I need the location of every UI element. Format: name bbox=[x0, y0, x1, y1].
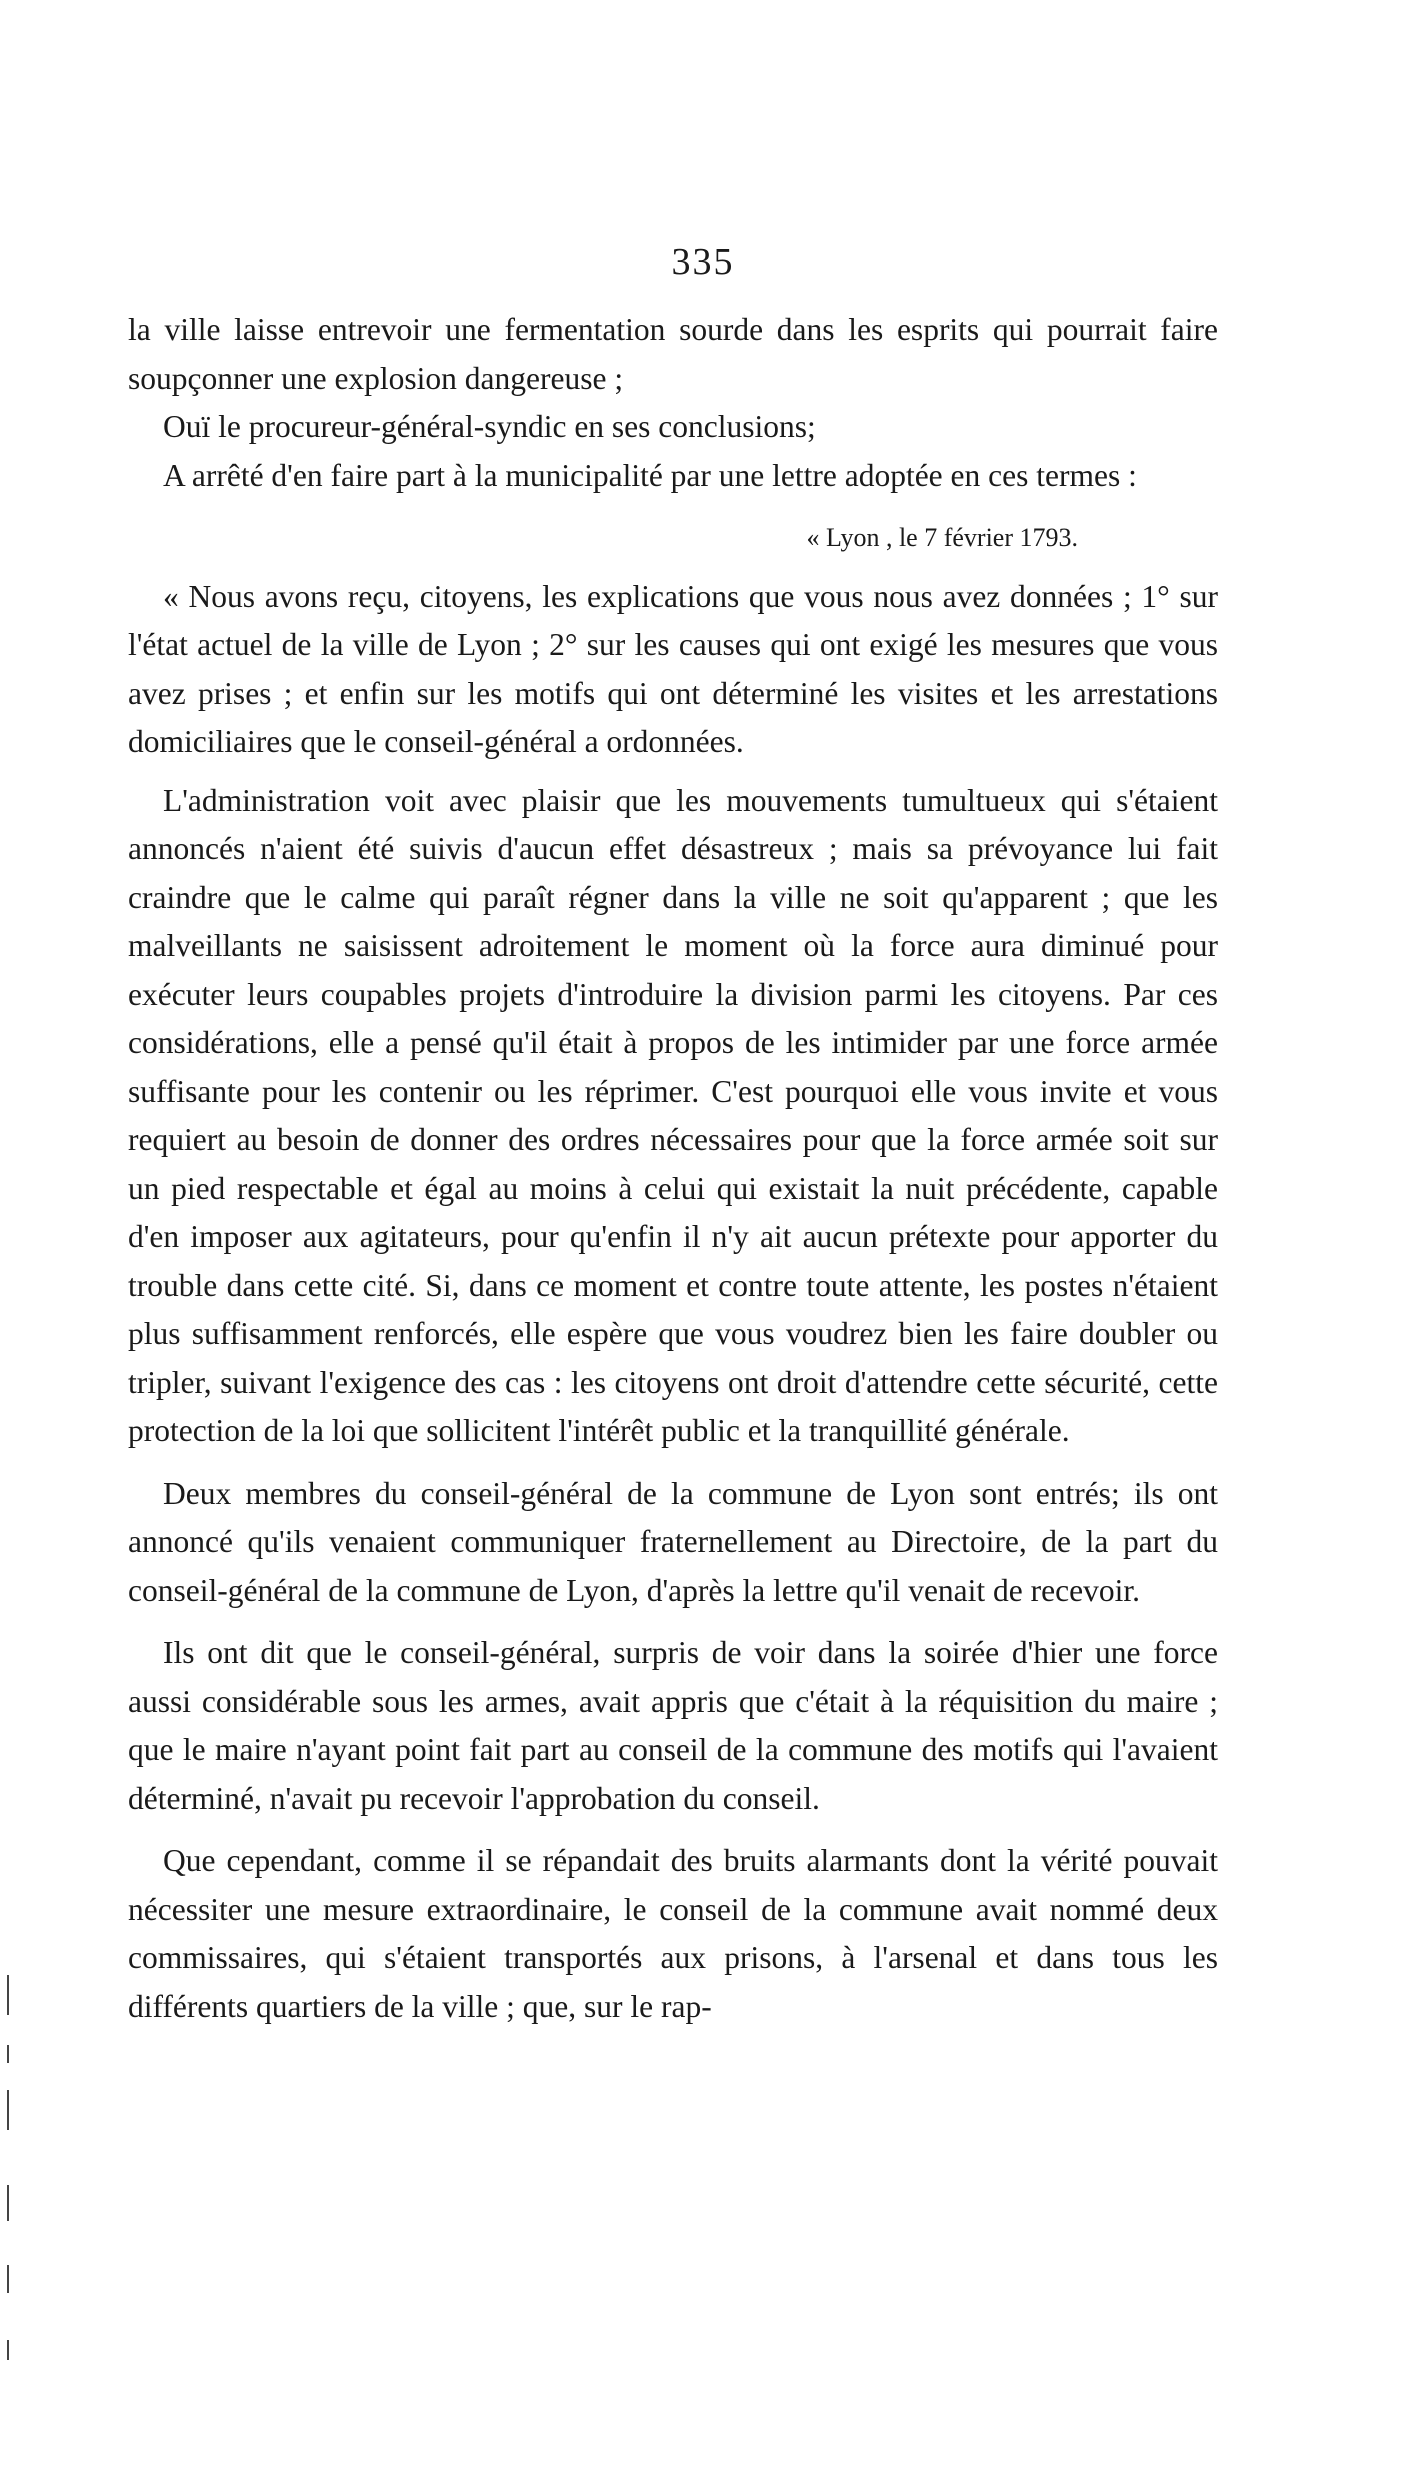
paragraph-8: Que cependant, comme il se répandait des bruits alarmants dont la vérité pouvait nécessiter une mesure extraordinaire, le conseil de la commune avait nommé deux commissaires, qui s'étaient transportés aux prisons, à l'arsenal et dans tous les différents quartiers de la ville ; que, sur le rap- bbox=[128, 1843, 1218, 2024]
body-text bbox=[128, 306, 1218, 2031]
paragraph-1: la ville laisse entrevoir une fermentation sourde dans les esprits qui pourrait faire soupçonner une explosion dangereuse ; bbox=[128, 312, 1218, 396]
edge-mark bbox=[7, 2185, 9, 2221]
paragraph-5: L'administration voit avec plaisir que les mouvements tumultueux qui s'étaient annoncés n'aient été suivis d'aucun effet désastreux ; mais sa prévoyance lui fait craindre que le calme qui paraît régner dans la ville ne soit qu'apparent ; que les malveillants ne saisissent adroitement le moment où la force aura diminué pour exécuter leurs coupables projets d'introduire la division parmi les citoyens. Par ces considérations, elle a pensé qu'il était à propos de les intimider par une force armée suffisante pour les contenir ou les réprimer. C'est pourquoi elle vous invite et vous requiert au besoin de donner des ordres nécessaires pour que la force armée soit sur un pied respectable et égal au moins à celui qui existait la nuit précédente, capable d'en imposer aux agitateurs, pour qu'enfin il n'y ait aucun prétexte pour apporter du trouble dans cette cité. Si, dans ce moment et contre toute attente, les postes n'étaient plus suffisamment renforcés, elle espère que vous voudrez bien les faire doubler ou tripler, suivant l'exigence des cas : les citoyens ont droit d'attendre cette sécurité, cette protection de la loi que sollicitent l'intérêt public et la tranquillité générale. bbox=[128, 782, 1218, 1448]
paragraph-2: Ouï le procureur-général-syndic en ses conclusions; bbox=[163, 409, 816, 444]
paragraph-7: Ils ont dit que le conseil-général, surpris de voir dans la soirée d'hier une force aussi considérable sous les armes, avait appris que c'était à la réquisition du maire ; que le maire n'ayant point fait part au conseil de la commune des motifs qui l'avaient déterminé, n'avait pu recevoir l'approbation du conseil. bbox=[128, 1635, 1218, 1816]
edge-mark bbox=[7, 1975, 9, 2015]
binding-edge-marks bbox=[0, 0, 20, 2488]
paragraph-4: « Nous avons reçu, citoyens, les explications que vous nous avez données ; 1° sur l'état actuel de la ville de Lyon ; 2° sur les causes qui ont exigé les mesures que vous avez prises ; et enfin sur les motifs qui ont déterminé les visites et les arrestations domiciliaires que le conseil-général a ordonnées. bbox=[128, 578, 1218, 759]
paragraph-3: A arrêté d'en faire part à la municipalité par une lettre adoptée en ces termes : bbox=[163, 457, 1137, 493]
edge-mark bbox=[7, 2090, 9, 2130]
paragraph-6: Deux membres du conseil-général de la commune de Lyon sont entrés; ils ont annoncé qu'ils venaient communiquer fraternellement au Directoire, de la part du conseil-général de la commune de Lyon, d'après la lettre qu'il venait de recevoir. bbox=[128, 1475, 1218, 1608]
edge-mark bbox=[7, 2340, 9, 2360]
edge-mark bbox=[7, 2265, 9, 2293]
edge-mark bbox=[7, 2045, 9, 2063]
page-number: 335 bbox=[671, 241, 735, 283]
letter-date: « Lyon , le 7 février 1793. bbox=[806, 523, 1078, 552]
